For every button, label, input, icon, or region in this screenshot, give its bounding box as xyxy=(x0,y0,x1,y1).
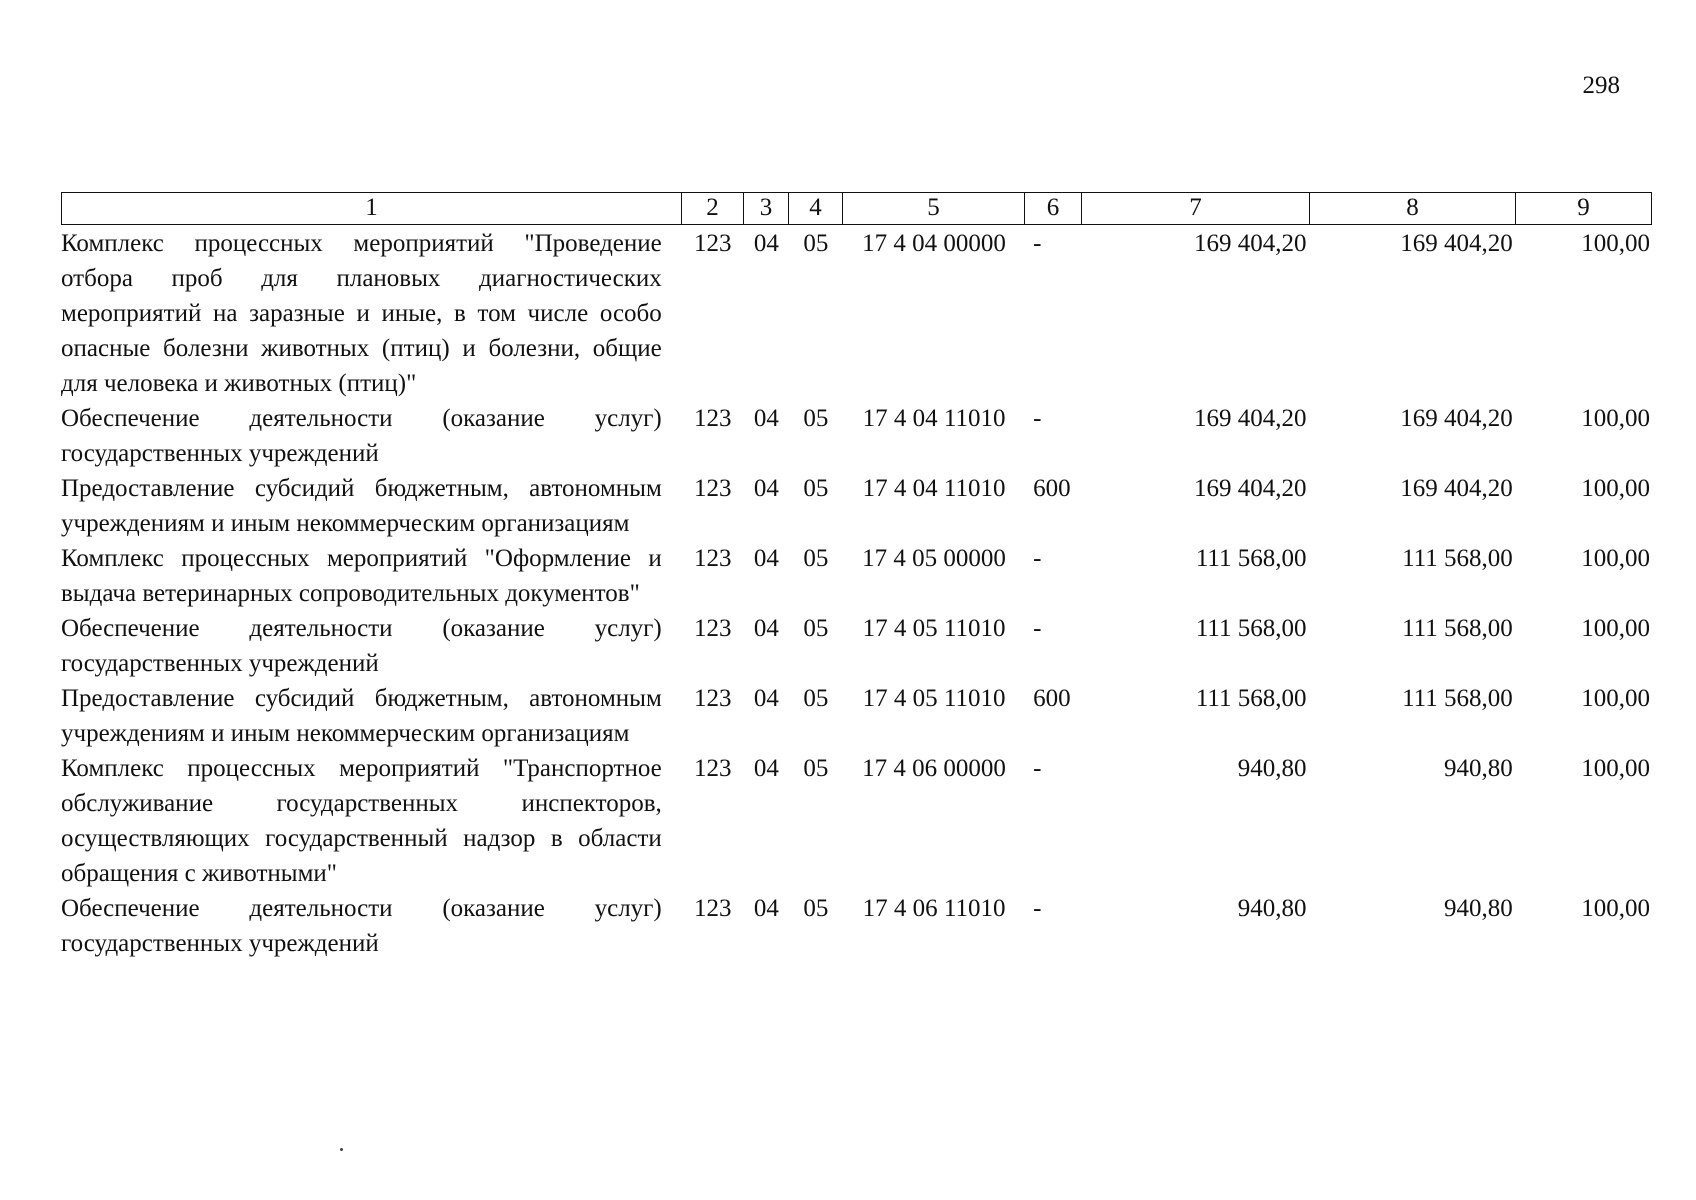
row-percent: 100,00 xyxy=(1581,755,1650,782)
scan-speck xyxy=(340,1148,343,1151)
row-description: Предоставление субсидий бюджетным, автономным учреждениям и иным некоммерческим организациям xyxy=(61,475,662,537)
row-code-ministry: 123 xyxy=(694,615,732,642)
column-header-6: 6 xyxy=(1025,193,1082,224)
row-percent: 100,00 xyxy=(1581,475,1650,502)
row-code-ministry: 123 xyxy=(694,895,732,922)
row-description: Обеспечение деятельности (оказание услуг) государственных учреждений xyxy=(61,405,662,467)
row-amount-actual: 169 404,20 xyxy=(1400,475,1513,502)
row-code-section: 04 xyxy=(753,615,779,642)
row-code-ministry: 123 xyxy=(694,755,732,782)
row-expense-type: 600 xyxy=(1033,475,1071,502)
row-percent: 100,00 xyxy=(1581,895,1650,922)
column-header-5: 5 xyxy=(843,193,1025,224)
row-amount-planned: 169 404,20 xyxy=(1194,475,1307,502)
row-percent: 100,00 xyxy=(1581,685,1650,712)
row-expense-type: - xyxy=(1033,755,1042,782)
column-header-3: 3 xyxy=(744,193,789,224)
row-code-subsection: 05 xyxy=(803,755,829,782)
table-row xyxy=(61,891,1652,961)
row-amount-planned: 111 568,00 xyxy=(1195,545,1307,572)
row-target-article: 17 4 06 00000 xyxy=(862,755,1006,782)
row-code-ministry: 123 xyxy=(694,405,732,432)
row-amount-actual: 111 568,00 xyxy=(1402,685,1513,712)
row-code-section: 04 xyxy=(753,475,779,502)
table-row xyxy=(61,681,1652,751)
row-code-section: 04 xyxy=(753,895,779,922)
row-code-section: 04 xyxy=(753,230,779,257)
row-target-article: 17 4 06 11010 xyxy=(862,895,1006,922)
table-row xyxy=(61,751,1652,891)
row-code-subsection: 05 xyxy=(803,475,829,502)
row-amount-actual: 169 404,20 xyxy=(1400,230,1513,257)
row-percent: 100,00 xyxy=(1581,230,1650,257)
row-code-subsection: 05 xyxy=(803,405,829,432)
row-code-section: 04 xyxy=(753,545,779,572)
row-code-section: 04 xyxy=(753,685,779,712)
table-row xyxy=(61,401,1652,471)
page-number: 298 xyxy=(1582,72,1620,99)
row-expense-type: 600 xyxy=(1033,685,1071,712)
row-description: Комплекс процессных мероприятий "Оформление и выдача ветеринарных сопроводительных документов" xyxy=(61,545,662,607)
table-row xyxy=(61,611,1652,681)
row-code-section: 04 xyxy=(753,755,779,782)
row-expense-type: - xyxy=(1033,405,1042,432)
column-header-2: 2 xyxy=(682,193,744,224)
row-code-subsection: 05 xyxy=(803,230,829,257)
row-expense-type: - xyxy=(1033,230,1042,257)
row-code-subsection: 05 xyxy=(803,685,829,712)
row-expense-type: - xyxy=(1033,615,1042,642)
budget-table xyxy=(61,226,1652,961)
row-amount-actual: 169 404,20 xyxy=(1400,405,1513,432)
row-amount-actual: 111 568,00 xyxy=(1402,615,1513,642)
row-code-subsection: 05 xyxy=(803,545,829,572)
row-amount-planned: 111 568,00 xyxy=(1195,615,1307,642)
row-percent: 100,00 xyxy=(1581,405,1650,432)
table-row xyxy=(61,541,1652,611)
row-description: Обеспечение деятельности (оказание услуг) государственных учреждений xyxy=(61,615,662,677)
row-target-article: 17 4 05 11010 xyxy=(862,615,1006,642)
row-description: Комплекс процессных мероприятий "Проведение отбора проб для плановых диагностических мероприятий на заразные и иные, в том числе особо опасные болезни животных (птиц) и болезни, общие для человека и животных (птиц)" xyxy=(61,230,662,397)
row-target-article: 17 4 04 11010 xyxy=(862,475,1006,502)
row-target-article: 17 4 04 11010 xyxy=(862,405,1006,432)
column-header-4: 4 xyxy=(789,193,843,224)
row-description: Предоставление субсидий бюджетным, автономным учреждениям и иным некоммерческим организациям xyxy=(61,685,662,747)
row-code-subsection: 05 xyxy=(803,895,829,922)
row-percent: 100,00 xyxy=(1581,545,1650,572)
row-amount-actual: 940,80 xyxy=(1444,755,1513,782)
row-amount-actual: 111 568,00 xyxy=(1402,545,1513,572)
row-amount-planned: 940,80 xyxy=(1237,755,1307,782)
row-code-ministry: 123 xyxy=(694,475,732,502)
row-target-article: 17 4 04 00000 xyxy=(862,230,1006,257)
table-row xyxy=(61,471,1652,541)
row-code-ministry: 123 xyxy=(694,230,732,257)
row-amount-planned: 169 404,20 xyxy=(1194,405,1307,432)
row-percent: 100,00 xyxy=(1581,615,1650,642)
row-target-article: 17 4 05 00000 xyxy=(862,545,1006,572)
row-description: Обеспечение деятельности (оказание услуг) государственных учреждений xyxy=(61,895,662,957)
row-code-ministry: 123 xyxy=(694,545,732,572)
row-amount-planned: 940,80 xyxy=(1237,895,1307,922)
row-code-ministry: 123 xyxy=(694,685,732,712)
column-header-7: 7 xyxy=(1082,193,1310,224)
table-header-row xyxy=(61,192,1652,225)
column-header-1: 1 xyxy=(62,193,682,224)
row-code-subsection: 05 xyxy=(803,615,829,642)
table-row xyxy=(61,226,1652,401)
column-header-9: 9 xyxy=(1577,194,1590,221)
row-description: Комплекс процессных мероприятий "Транспортное обслуживание государственных инспекторов, осуществляющих государственный надзор в области обращения с животными" xyxy=(61,755,662,887)
row-expense-type: - xyxy=(1033,895,1042,922)
column-header-8: 8 xyxy=(1310,193,1516,224)
budget-table-body xyxy=(61,226,1652,961)
row-target-article: 17 4 05 11010 xyxy=(862,685,1006,712)
row-amount-planned: 111 568,00 xyxy=(1195,685,1307,712)
row-code-section: 04 xyxy=(753,405,779,432)
row-expense-type: - xyxy=(1033,545,1042,572)
row-amount-planned: 169 404,20 xyxy=(1194,230,1307,257)
row-amount-actual: 940,80 xyxy=(1444,895,1513,922)
